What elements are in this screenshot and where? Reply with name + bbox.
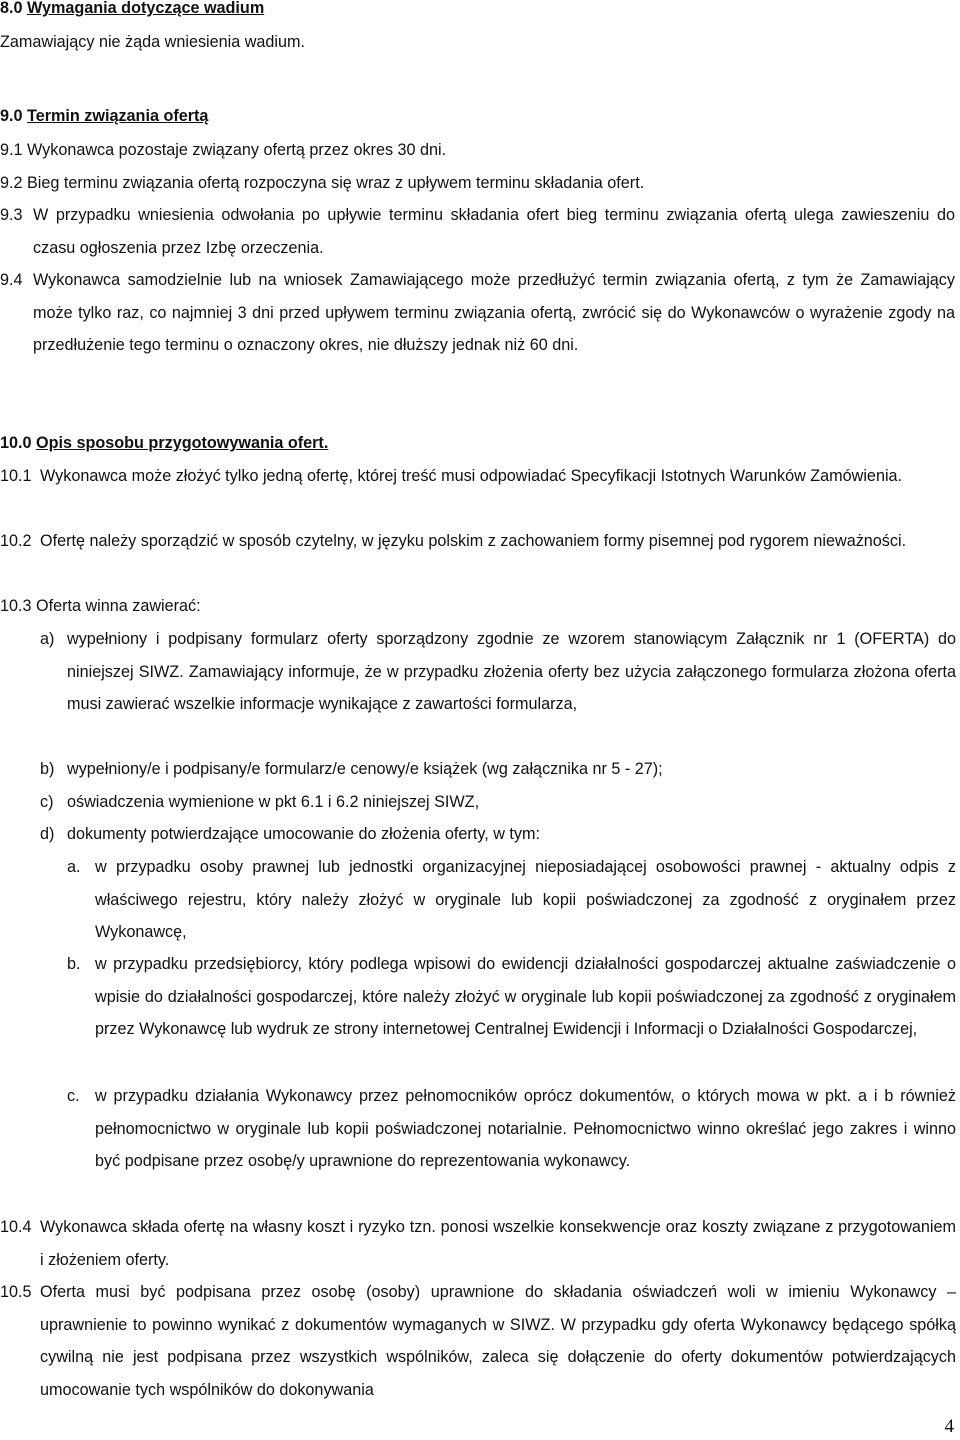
sublist-item-a-text: w przypadku osoby prawnej lub jednostki organizacyjnej nieposiadającej osobowości prawnej - aktualny odpis z właściwego rejestru, który należy złożyć w oryginale lub kopii poświadczonej za zgodność z oryginałem przez Wykonawcę, [95, 858, 956, 942]
sublist-item-b-label: b. [67, 955, 81, 973]
section-10-title: Opis sposobu przygotowywania ofert. [36, 434, 329, 452]
list-item-a [40, 623, 956, 721]
section-10-heading [0, 427, 450, 460]
sublist-item-a-label: a. [67, 858, 81, 876]
paragraph-10-4 [0, 1211, 956, 1276]
sublist-item-c-text: w przypadku działania Wykonawcy przez pełnomocników oprócz dokumentów, o których mowa w pkt. a i b również pełnomocnictwo w oryginale lub kopii poświadczonej notarialnie. Pełnomocnictwo winno określać jego zakres i winno być podpisane przez osobę/y uprawnione do reprezentowania wykonawcy. [95, 1087, 956, 1171]
section-8-text: Zamawiający nie żąda wniesienia wadium. [0, 33, 306, 51]
paragraph-9-3 [0, 199, 955, 264]
sublist-item-a [67, 851, 956, 949]
list-item-b [40, 753, 956, 786]
section-8-heading [0, 0, 400, 25]
paragraph-9-2: 9.2 Bieg terminu związania ofertą rozpoczyna się wraz z upływem terminu składania ofert. [0, 174, 645, 192]
list-item-b-label: b) [40, 760, 55, 778]
paragraph-10-5-number: 10.5 [0, 1283, 32, 1301]
list-item-d [40, 818, 956, 851]
list-item-c-label: c) [40, 793, 54, 811]
section-9-number: 9.0 [0, 107, 23, 125]
sublist-item-b-text: w przypadku przedsiębiorcy, który podlega wpisowi do ewidencji działalności gospodarczej aktualne zaświadczenie o wpisie do działalności gospodarczej, które należy złożyć w oryginale lub kopii poświadczonej za zgodność z oryginałem przez Wykonawcę lub wydruk ze strony internetowej Centralnej Ewidencji i Informacji o Działalności Gospodarczej, [95, 955, 956, 1039]
sublist-item-b [67, 948, 956, 1046]
list-item-a-text: wypełniony i podpisany formularz oferty sporządzony zgodnie ze wzorem stanowiącym Załącznik nr 1 (OFERTA) do niniejszej SIWZ. Zamawiający informuje, że w przypadku złożenia oferty bez użycia załączonego formularza złożona oferta musi zawierać wszelkie informacje wynikające z zawartości formularza, [67, 630, 956, 714]
list-item-d-label: d) [40, 825, 55, 843]
paragraph-10-5-text: Oferta musi być podpisana przez osobę (osoby) uprawnione do składania oświadczeń woli w imieniu Wykonawcy – uprawnienie to powinno wynikać z dokumentów wymaganych w SIWZ. W przypadku gdy oferta Wykonawcy będącego spółką cywilną nie jest podpisana przez wszystkich wspólników, zaleca się dołączenie do oferty dokumentów potwierdzających umocowanie tych wspólników do dokonywania [40, 1283, 956, 1399]
section-9-title: Termin związania ofertą [27, 107, 209, 125]
paragraph-9-3-text: W przypadku wniesienia odwołania po upływie terminu składania ofert bieg terminu związania ofertą ulega zawieszeniu do czasu ogłoszenia przez Izbę orzeczenia. [33, 206, 955, 257]
list-item-c [40, 786, 956, 819]
paragraph-9-4 [0, 264, 955, 362]
paragraph-10-1 [0, 460, 956, 493]
paragraph-10-2-number: 10.2 [0, 532, 32, 550]
paragraph-10-5 [0, 1276, 956, 1406]
paragraph-10-4-number: 10.4 [0, 1218, 32, 1236]
sublist-item-c [67, 1080, 956, 1178]
section-10-number: 10.0 [0, 434, 32, 452]
list-item-a-label: a) [40, 630, 55, 648]
page-number: 4 [944, 1416, 954, 1437]
list-item-b-text: wypełniony/e i podpisany/e formularz/e cenowy/e książek (wg załącznika nr 5 - 27); [67, 760, 663, 778]
paragraph-9-1: 9.1 Wykonawca pozostaje związany ofertą przez okres 30 dni. [0, 141, 447, 159]
section-8-number: 8.0 [0, 0, 23, 17]
paragraph-10-1-number: 10.1 [0, 467, 32, 485]
paragraph-9-3-number: 9.3 [0, 206, 23, 224]
paragraph-10-1-text: Wykonawca może złożyć tylko jedną ofertę, której treść musi odpowiadać Specyfikacji Istotnych Warunków Zamówienia. [40, 467, 903, 485]
section-8-title: Wymagania dotyczące wadium [27, 0, 265, 17]
paragraph-10-3: 10.3 Oferta winna zawierać: [0, 597, 201, 615]
paragraph-9-4-text: Wykonawca samodzielnie lub na wniosek Zamawiającego może przedłużyć termin związania ofertą, z tym że Zamawiający może tylko raz, co najmniej 3 dni przed upływem terminu związania ofertą, zwrócić się do Wykonawców o wyrażenie zgody na przedłużenie tego terminu o oznaczony okres, nie dłuższy jednak niż 60 dni. [33, 271, 955, 355]
paragraph-10-4-text: Wykonawca składa ofertę na własny koszt i ryzyko tzn. ponosi wszelkie konsekwencje oraz koszty związane z przygotowaniem i złożeniem oferty. [40, 1218, 956, 1269]
list-item-c-text: oświadczenia wymienione w pkt 6.1 i 6.2 niniejszej SIWZ, [67, 793, 480, 811]
section-9-heading [0, 100, 400, 133]
paragraph-10-2 [0, 525, 956, 558]
list-item-d-text: dokumenty potwierdzające umocowanie do złożenia oferty, w tym: [67, 825, 540, 843]
paragraph-10-2-text: Ofertę należy sporządzić w sposób czytelny, w języku polskim z zachowaniem formy pisemnej pod rygorem nieważności. [40, 532, 907, 550]
sublist-item-c-label: c. [67, 1087, 80, 1105]
paragraph-9-4-number: 9.4 [0, 271, 23, 289]
